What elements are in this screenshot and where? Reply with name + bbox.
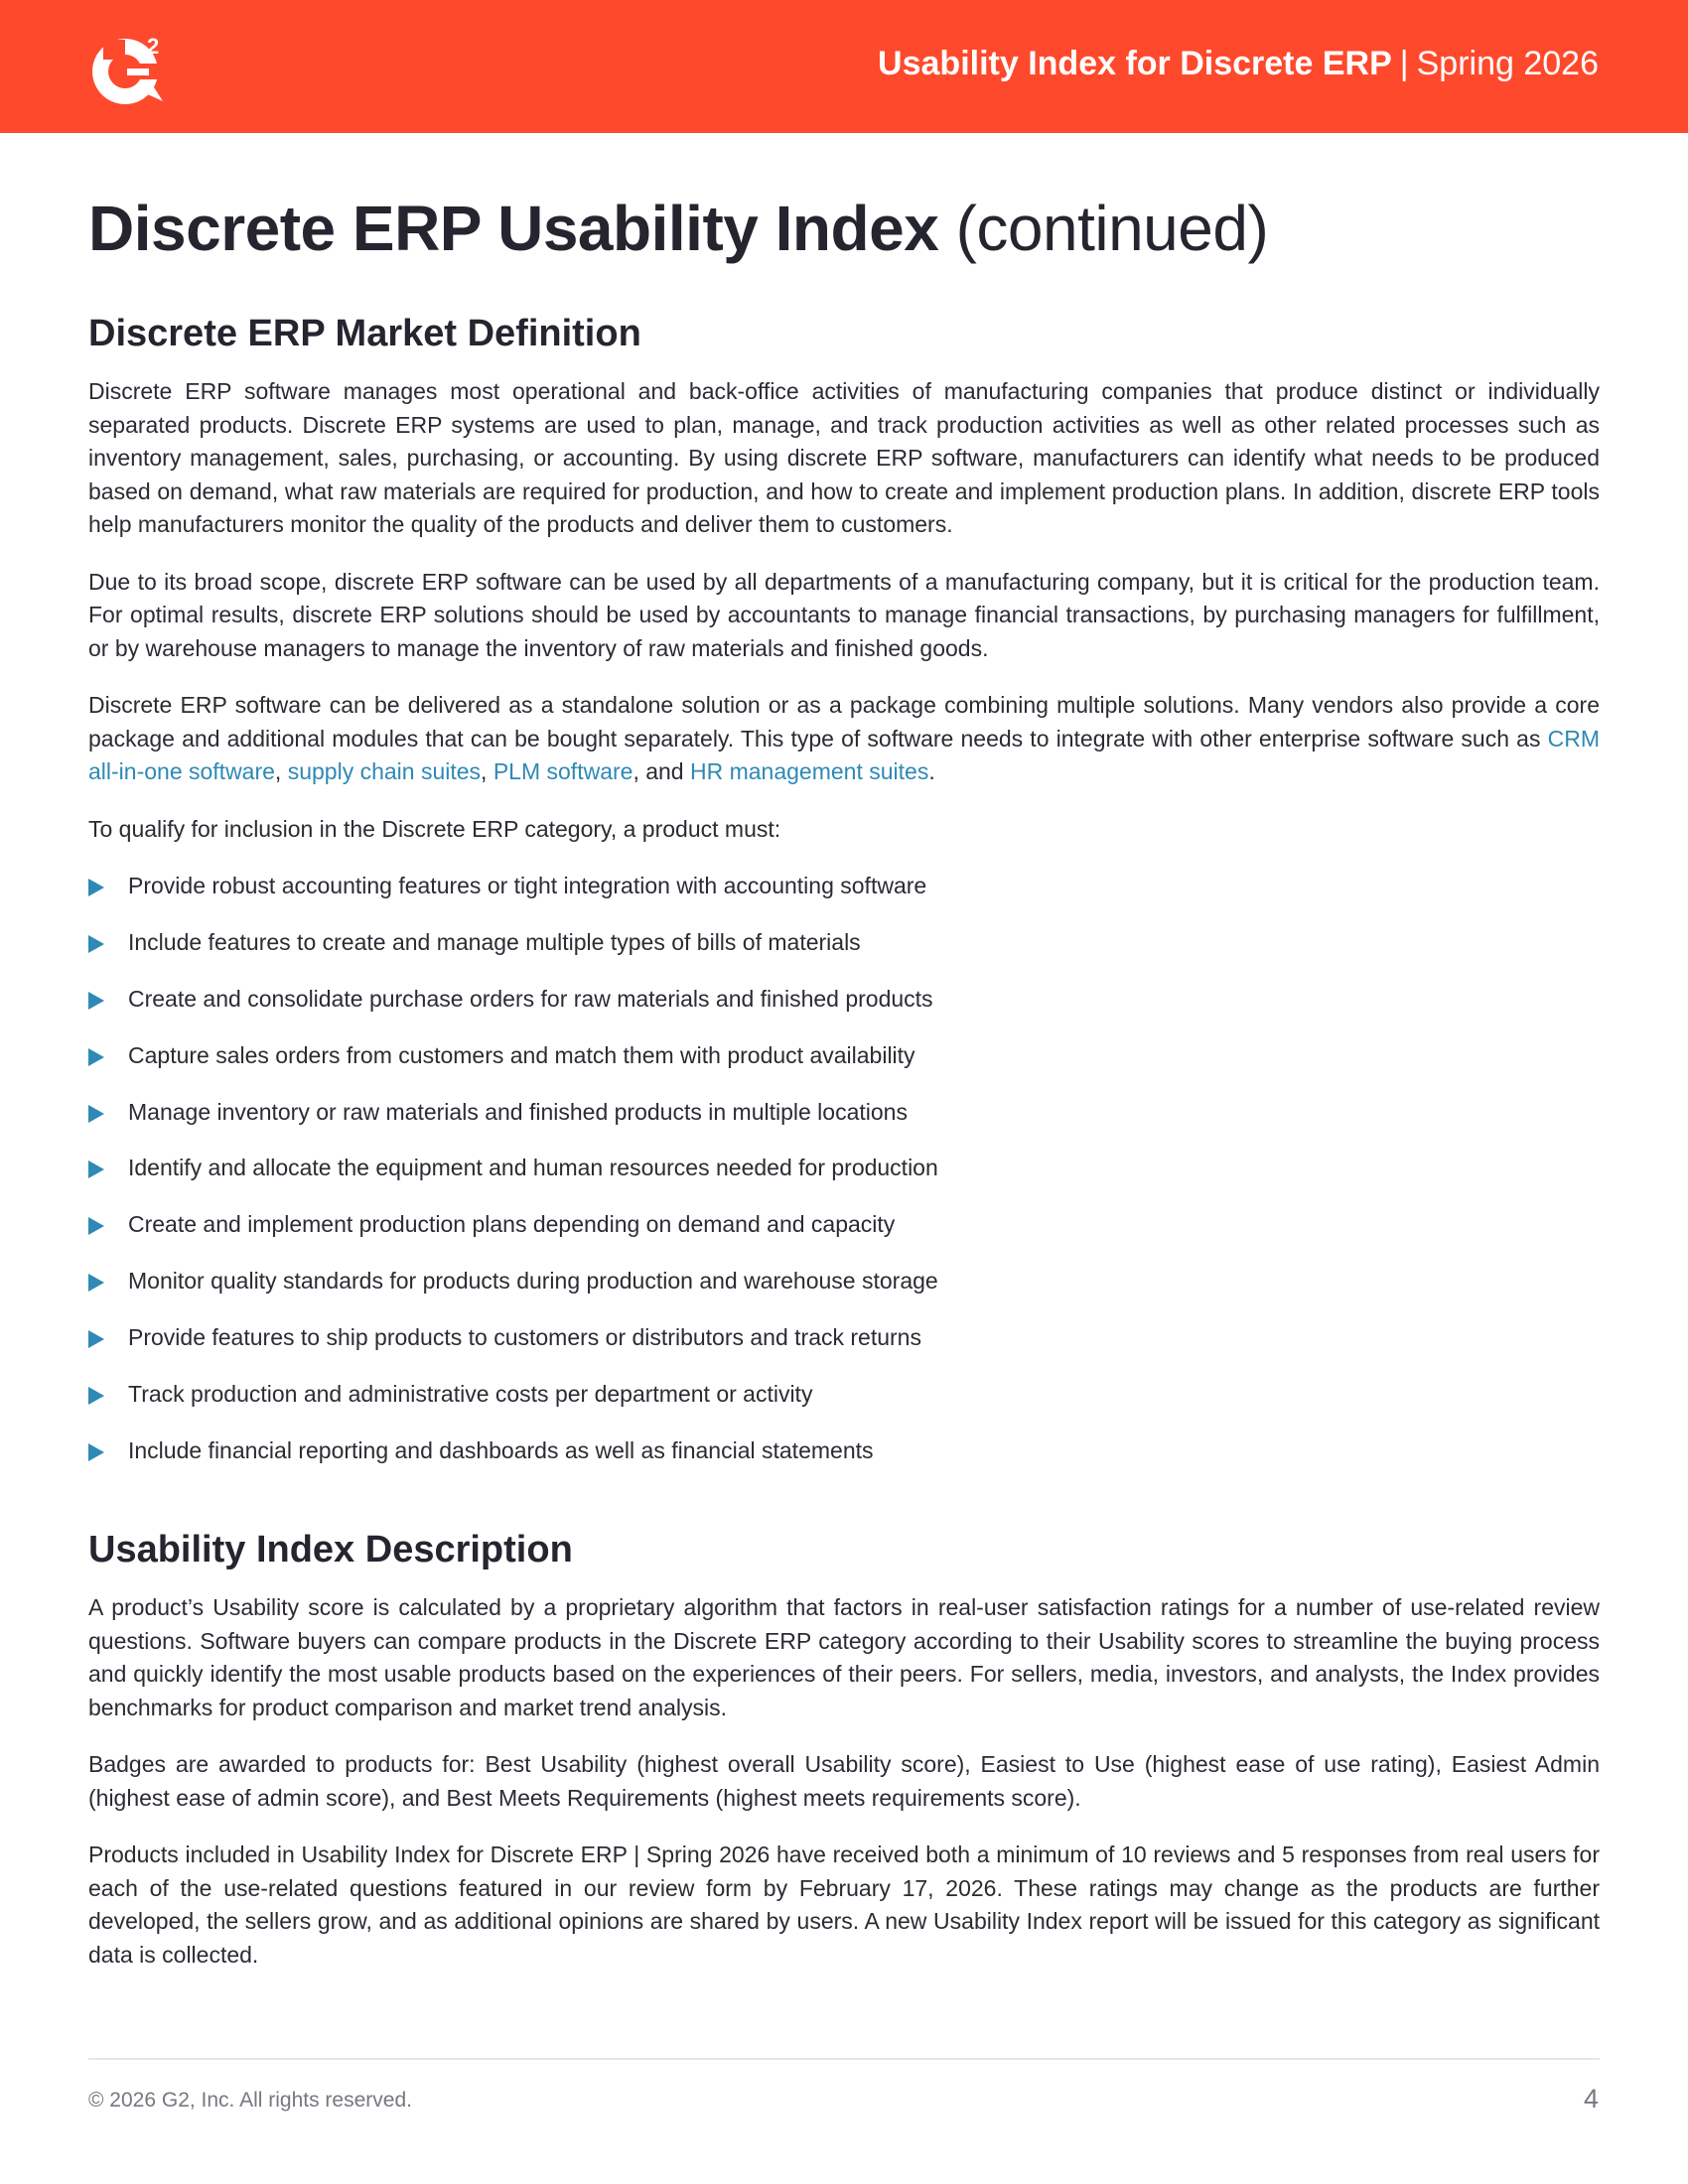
triangle-bullet-icon — [88, 1105, 104, 1123]
criteria-text: Create and implement production plans depending on demand and capacity — [128, 1211, 896, 1238]
title-separator: | — [1399, 45, 1409, 82]
criteria-text: Create and consolidate purchase orders for raw materials and finished products — [128, 985, 933, 1012]
link-separator: , and — [633, 758, 690, 784]
triangle-bullet-icon — [88, 879, 104, 896]
usability-paragraph-2: Badges are awarded to products for: Best Usability (highest overall Usability score), Easiest to Use (highest ease of use rating), Easiest Admin (highest ease of admin score), and Best Meets Requirements (highest meets requirements score). — [88, 1751, 1600, 1811]
page-title-continued: (continued) — [955, 193, 1269, 264]
hr-management-suites-link[interactable]: HR management suites — [689, 758, 929, 784]
usability-description-section — [88, 1526, 1600, 1972]
usability-paragraph-3: Products included in Usability Index for Discrete ERP | Spring 2026 have received both a minimum of 10 reviews and 5 responses from real users for each of the use-related questions featured in our review form by February 17, 2026. These ratings may change as the products are further developed, the sellers grow, and as additional opinions are shared by users. A new Usability Index report will be issued for this category as significant data is collected. — [88, 1842, 1600, 1968]
criteria-text: Identify and allocate the equipment and human resources needed for production — [128, 1155, 938, 1181]
g2-logo-icon — [87, 28, 175, 107]
list-item — [88, 926, 1600, 960]
link-separator: , — [274, 758, 288, 784]
criteria-text: Capture sales orders from customers and match them with product availability — [128, 1041, 915, 1068]
list-item — [88, 1378, 1600, 1412]
report-title-header — [878, 42, 1599, 85]
page-title-main: Discrete ERP Usability Index — [88, 193, 939, 264]
list-item — [88, 1434, 1600, 1468]
triangle-bullet-icon — [88, 1387, 104, 1405]
criteria-text: Include features to create and manage multiple types of bills of materials — [128, 928, 861, 955]
footer-divider — [88, 2058, 1600, 2060]
report-season: Spring 2026 — [1416, 45, 1599, 82]
market-definition-paragraph-3 — [88, 689, 1600, 789]
market-definition-section — [88, 310, 1600, 1467]
list-item — [88, 983, 1600, 1017]
list-item — [88, 1152, 1600, 1185]
usability-description-heading: Usability Index Description — [88, 1529, 573, 1571]
plm-software-link[interactable]: PLM software — [492, 758, 633, 784]
criteria-text: Monitor quality standards for products during production and warehouse storage — [128, 1268, 938, 1295]
main-content — [88, 189, 1600, 1972]
page-title — [88, 189, 1600, 268]
report-title: Usability Index for Discrete ERP — [878, 45, 1392, 82]
crm-software-link[interactable]: CRM all-in-one software — [88, 725, 1600, 784]
triangle-bullet-icon — [88, 935, 104, 953]
link-separator: , — [481, 758, 493, 784]
usability-paragraph-1: A product’s Usability score is calculated by a proprietary algorithm that factors in real-user satisfaction ratings for a number of use-related review questions. Software buyers can compare products in the Discrete ERP category according to their Usability scores to streamline the buying process and quickly identify the most usable products based on the experiences of their peers. For sellers, media, investors, and analysts, the Index provides benchmarks for product comparison and market trend analysis. — [88, 1594, 1600, 1720]
criteria-text: Provide features to ship products to customers or distributors and track returns — [128, 1324, 921, 1351]
market-definition-paragraph-2: Due to its broad scope, discrete ERP software can be used by all departments of a manufacturing company, but it is critical for the production team. For optimal results, discrete ERP solutions should be used by accountants to manage financial transactions, by purchasing managers for fulfillment, or by warehouse managers to manage the inventory of raw materials and finished goods. — [88, 568, 1600, 661]
page-number: 4 — [1583, 2084, 1599, 2114]
market-definition-paragraph-1: Discrete ERP software manages most operational and back-office activities of manufacturing companies that produce distinct or individually separated products. Discrete ERP systems are used to plan, manage, and track production activities as well as other related processes such as inventory management, sales, purchasing, or accounting. By using discrete ERP software, manufacturers can identify what needs to be produced based on demand, what raw materials are required for production, and how to create and implement production plans. In addition, discrete ERP tools help manufacturers monitor the quality of the products and deliver them to customers. — [88, 378, 1600, 537]
supply-chain-suites-link[interactable]: supply chain suites — [287, 758, 482, 784]
triangle-bullet-icon — [88, 1274, 104, 1292]
triangle-bullet-icon — [88, 1443, 104, 1461]
list-item — [88, 1208, 1600, 1242]
criteria-text: Provide robust accounting features or tight integration with accounting software — [128, 873, 927, 898]
criteria-list — [88, 870, 1600, 1467]
criteria-intro: To qualify for inclusion in the Discrete ERP category, a product must: — [88, 815, 781, 842]
market-definition-heading: Discrete ERP Market Definition — [88, 313, 641, 354]
sentence-end: . — [928, 758, 935, 784]
criteria-text: Track production and administrative costs per department or activity — [128, 1381, 813, 1408]
list-item — [88, 1039, 1600, 1073]
list-item — [88, 870, 1600, 903]
triangle-bullet-icon — [88, 1160, 104, 1178]
triangle-bullet-icon — [88, 992, 104, 1010]
triangle-bullet-icon — [88, 1330, 104, 1348]
footer-copyright: © 2026 G2, Inc. All rights reserved. — [88, 2089, 412, 2112]
triangle-bullet-icon — [88, 1048, 104, 1066]
criteria-text: Manage inventory or raw materials and finished products in multiple locations — [128, 1098, 908, 1125]
integration-text: Discrete ERP software can be delivered as a standalone solution or as a package combining multiple solutions. Many vendors also provide a core package and additional modules that can be bought separately. This type of software needs to integrate with other enterprise software such as — [88, 692, 1600, 751]
header-bar — [0, 0, 1688, 133]
svg-text:2: 2 — [147, 34, 160, 59]
list-item — [88, 1321, 1600, 1355]
list-item — [88, 1096, 1600, 1130]
triangle-bullet-icon — [88, 1217, 104, 1235]
criteria-text: Include financial reporting and dashboards as well as financial statements — [128, 1436, 874, 1463]
list-item — [88, 1265, 1600, 1298]
